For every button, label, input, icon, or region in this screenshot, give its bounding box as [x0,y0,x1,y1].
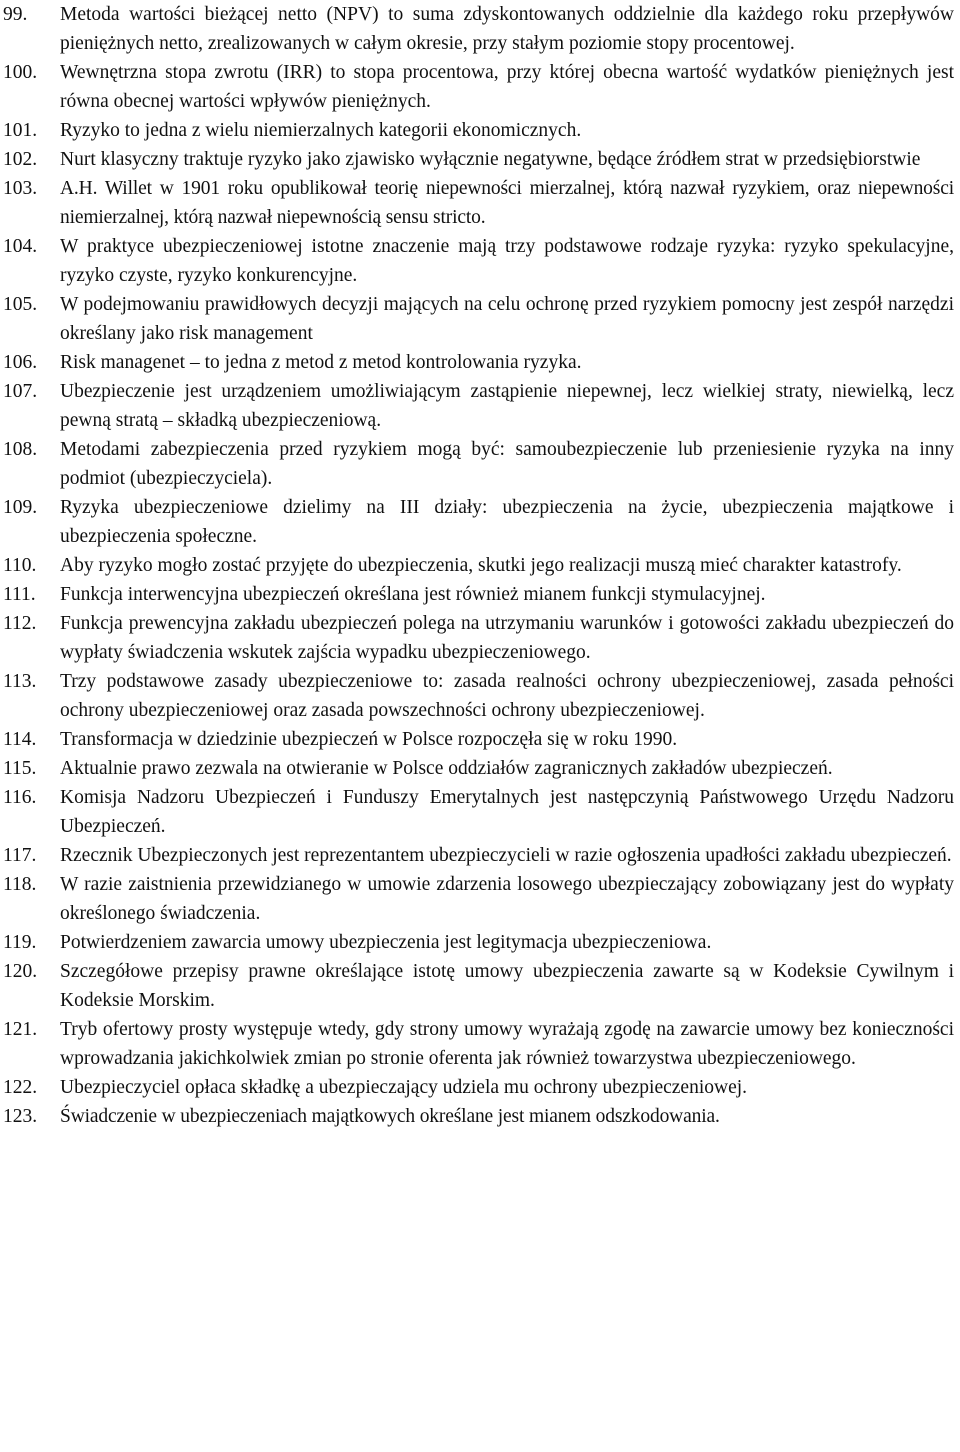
list-item [3,870,954,928]
item-number: 105. [3,294,38,315]
item-text: Aby ryzyko mogło zostać przyjęte do ubezpieczenia, skutki jego realizacji muszą mieć charakter katastrofy. [60,555,902,576]
item-number: 99. [3,4,28,25]
item-number: 100. [3,62,38,83]
item-number: 122. [3,1077,38,1098]
item-number: 108. [3,439,38,460]
list-item [3,145,954,174]
item-text: Funkcja prewencyjna zakładu ubezpieczeń polega na utrzymaniu warunków i gotowości zakładu ubezpieczeń do wypłaty świadczenia wskutek zajścia wypadku ubezpieczeniowego. [60,613,954,663]
list-item [3,783,954,841]
item-text: Metodami zabezpieczenia przed ryzykiem mogą być: samoubezpieczenie lub przeniesienie ryzyka na inny podmiot (ubezpieczyciela). [60,439,954,489]
item-text: Aktualnie prawo zezwala na otwieranie w Polsce oddziałów zagranicznych zakładów ubezpieczeń. [60,758,833,779]
item-number: 118. [3,874,37,895]
list-item [3,928,954,957]
item-text: Komisja Nadzoru Ubezpieczeń i Funduszy Emerytalnych jest następczynią Państwowego Urzędu Nadzoru Ubezpieczeń. [60,787,954,837]
item-text: Szczegółowe przepisy prawne określające istotę umowy ubezpieczenia zawarte są w Kodeksie Cywilnym i Kodeksie Morskim. [60,961,954,1011]
item-text: W podejmowaniu prawidłowych decyzji mających na celu ochronę przed ryzykiem pomocny jest zespół narzędzi określany jako risk management [60,294,954,344]
item-number: 109. [3,497,38,518]
item-number: 103. [3,178,38,199]
item-text: Świadczenie w ubezpieczeniach majątkowych określane jest mianem odszkodowania. [60,1106,720,1127]
item-text: W praktyce ubezpieczeniowej istotne znaczenie mają trzy podstawowe rodzaje ryzyka: ryzyko spekulacyjne, ryzyko czyste, ryzyko konkurencyjne. [60,236,954,286]
item-text: Nurt klasyczny traktuje ryzyko jako zjawisko wyłącznie negatywne, będące źródłem strat w przedsiębiorstwie [60,149,921,170]
item-number: 113. [3,671,37,692]
list-item [3,377,954,435]
list-item [3,1015,954,1073]
item-text: Transformacja w dziedzinie ubezpieczeń w Polsce rozpoczęła się w roku 1990. [60,729,678,750]
item-text: Funkcja interwencyjna ubezpieczeń określana jest również mianem funkcji stymulacyjnej. [60,584,766,605]
list-item [3,725,954,754]
list-item [3,58,954,116]
list-item [3,232,954,290]
item-number: 107. [3,381,38,402]
item-number: 104. [3,236,38,257]
item-text: Ryzyko to jedna z wielu niemierzalnych kategorii ekonomicznych. [60,120,582,141]
list-item [3,290,954,348]
item-number: 114. [3,729,37,750]
list-item [3,551,954,580]
item-number: 115. [3,758,37,779]
item-number: 123. [3,1106,38,1127]
item-number: 116. [3,787,37,808]
item-text: Tryb ofertowy prosty występuje wtedy, gdy strony umowy wyrażają zgodę na zawarcie umowy bez konieczności wprowadzania jakichkolwiek zmian po stronie oferenta jak również towarzystwa ubezpieczeniowego. [60,1019,954,1069]
item-number: 119. [3,932,37,953]
item-text: Potwierdzeniem zawarcia umowy ubezpieczenia jest legitymacja ubezpieczeniowa. [60,932,712,953]
item-number: 120. [3,961,38,982]
list-item [3,1102,954,1131]
item-text: Ryzyka ubezpieczeniowe dzielimy na III działy: ubezpieczenia na życie, ubezpieczenia majątkowe i ubezpieczenia społeczne. [60,497,954,547]
item-number: 106. [3,352,38,373]
list-item [3,493,954,551]
item-number: 121. [3,1019,38,1040]
item-text: Ubezpieczyciel opłaca składkę a ubezpieczający udziela mu ochrony ubezpieczeniowej. [60,1077,748,1098]
item-text: A.H. Willet w 1901 roku opublikował teorię niepewności mierzalnej, którą nazwał ryzykiem, oraz niepewności niemierzalnej, którą nazwał niepewnością sensu stricto. [60,178,954,228]
item-number: 102. [3,149,38,170]
list-item [3,841,954,870]
item-number: 110. [3,555,37,576]
item-number: 101. [3,120,38,141]
item-number: 111. [3,584,36,605]
list-item [3,667,954,725]
item-text: Wewnętrzna stopa zwrotu (IRR) to stopa procentowa, przy której obecna wartość wydatków pieniężnych jest równa obecnej wartości wpływów pieniężnych. [60,62,954,112]
list-item [3,348,954,377]
list-item [3,435,954,493]
list-item [3,116,954,145]
item-number: 117. [3,845,37,866]
item-text: Rzecznik Ubezpieczonych jest reprezentantem ubezpieczycieli w razie ogłoszenia upadłości zakładu ubezpieczeń. [60,845,952,866]
list-item [3,609,954,667]
item-text: W razie zaistnienia przewidzianego w umowie zdarzenia losowego ubezpieczający zobowiązany jest do wypłaty określonego świadczenia. [60,874,954,924]
list-item [3,580,954,609]
list-item [3,0,954,58]
item-text: Ubezpieczenie jest urządzeniem umożliwiającym zastąpienie niepewnej, lecz wielkiej straty, niewielką, lecz pewną stratą – składką ubezpieczeniową. [60,381,954,431]
item-text: Risk managenet – to jedna z metod z metod kontrolowania ryzyka. [60,352,582,373]
list-item [3,174,954,232]
item-text: Trzy podstawowe zasady ubezpieczeniowe to: zasada realności ochrony ubezpieczeniowej, zasada pełności ochrony ubezpieczeniowej oraz zasada powszechności ochrony ubezpieczeniowej. [60,671,954,721]
list-item [3,1073,954,1102]
list-item [3,957,954,1015]
item-number: 112. [3,613,37,634]
list-item [3,754,954,783]
item-text: Metoda wartości bieżącej netto (NPV) to suma zdyskontowanych oddzielnie dla każdego roku przepływów pieniężnych netto, zrealizowanych w całym okresie, przy stałym poziomie stopy procentowej. [60,4,954,54]
